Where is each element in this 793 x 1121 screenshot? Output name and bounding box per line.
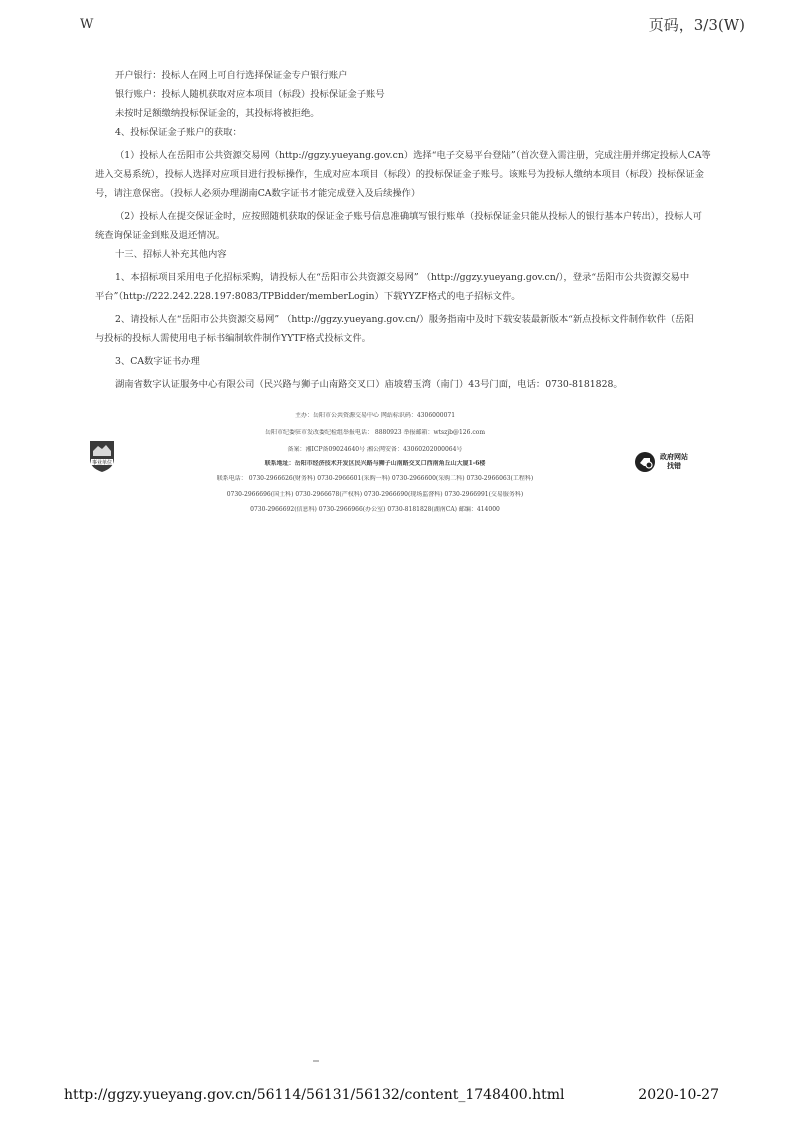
gov-site-report-error-button[interactable] (634, 448, 708, 476)
scan-mark (313, 1060, 319, 1062)
account-line: 银行账户：投标人随机获取对应本项目（标段）投标保证金子账号 (115, 89, 385, 100)
footer-phones: 联系电话： 0730-2966626(财务科) 0730-2966601(采购一科) 0730-2966600(采购二科) 0730-2966063(工程科) (216, 475, 534, 482)
paragraph-line: （1）投标人在岳阳市公共资源交易网（http://ggzy.yueyang.gov.cn）选择“电子交易平台登陆”（首次登入需注册，完成注册并绑定投标人CA等 (115, 150, 711, 161)
paragraph-line: 统查询保证金到账及退还情况。 (95, 230, 226, 241)
badge-label: 事业单位 (91, 460, 112, 466)
paragraph-line: （2）投标人在提交保证金时，应按照随机获取的保证金子账号信息准确填写银行账单（投标保证金只能从投标人的银行基本户转出），投标人可 (115, 211, 702, 222)
public-institution-badge-icon[interactable] (87, 437, 117, 473)
paragraph-line: 与投标的投标人需使用电子标书编制软件制作YYTF格式投标文件。 (95, 333, 371, 344)
paragraph-line: 进入交易系统），投标人选择对应项目进行投标操作，生成对应本项目（标段）的投标保证金子账号。该账号为投标人缴纳本项目（标段）投标保证金 (95, 169, 704, 180)
section-heading: 4、投标保证金子账户的获取： (115, 127, 242, 138)
section-heading: 十三、招标人补充其他内容 (115, 249, 227, 260)
footer-address: 联系地址：岳阳市经济技术开发区民兴路与狮子山南路交叉口西南角丘山大厦1-6楼 (264, 460, 486, 467)
footer-icp: 备案：湘ICP备09024640号 湘公网安备：43060202000064号 (287, 446, 463, 453)
footer-sponsor: 主办：岳阳市公共资源交易中心 网站标识码：4306000071 (294, 412, 456, 419)
footer-phones: 0730-2966696(国土科) 0730-2966678(产权科) 0730-2966690(现场监督科) 0730-2966991(交易服务科) (226, 491, 524, 498)
page-number: 页码，3/3(W) (648, 16, 745, 34)
page-url: http://ggzy.yueyang.gov.cn/56114/56131/56132/content_1748400.html (64, 1087, 565, 1103)
gov-site-label: 政府网站 找错 (660, 453, 688, 470)
document-body (95, 70, 725, 390)
section-heading: 3、CA数字证书办理 (115, 356, 200, 367)
header-left-mark: W (80, 17, 94, 32)
print-date: 2020-10-27 (638, 1087, 719, 1103)
paragraph-line: 1、本招标项目采用电子化招标采购，请投标人在“岳阳市公共资源交易网” （http://ggzy.yueyang.gov.cn/），登录“岳阳市公共资源交易中 (115, 272, 690, 283)
contact-line: 湖南省数字认证服务中心有限公司（民兴路与狮子山南路交叉口）庙坡碧玉湾（南门）43号门面，电话：0730-8181828。 (115, 379, 623, 390)
paragraph-line: 平台”（http://222.242.228.197:8083/TPBidder/memberLogin）下载YYZF格式的电子招标文件。 (95, 291, 521, 302)
gov-site-icon (634, 451, 656, 473)
footer-phones: 0730-2966692(信息科) 0730-2966966(办公室) 0730-8181828(湖南CA) 邮编：414000 (250, 506, 500, 513)
bank-line: 开户银行：投标人在网上可自行选择保证金专户银行账户 (115, 70, 348, 81)
reject-notice: 未按时足额缴纳投标保证金的，其投标将被拒绝。 (115, 108, 320, 119)
paragraph-line: 2、请投标人在“岳阳市公共资源交易网” （http://ggzy.yueyang.gov.cn/）服务指南中及时下载安装最新版本“新点投标文件制作软件（岳阳 (115, 314, 694, 325)
footer-report: 岳阳市纪委驻市发改委纪检组举报电话： 8880923 举报邮箱：wtszjb@126.com (264, 429, 486, 436)
paragraph-line: 号，请注意保密。（投标人必须办理湖南CA数字证书才能完成登入及后续操作） (95, 188, 421, 199)
